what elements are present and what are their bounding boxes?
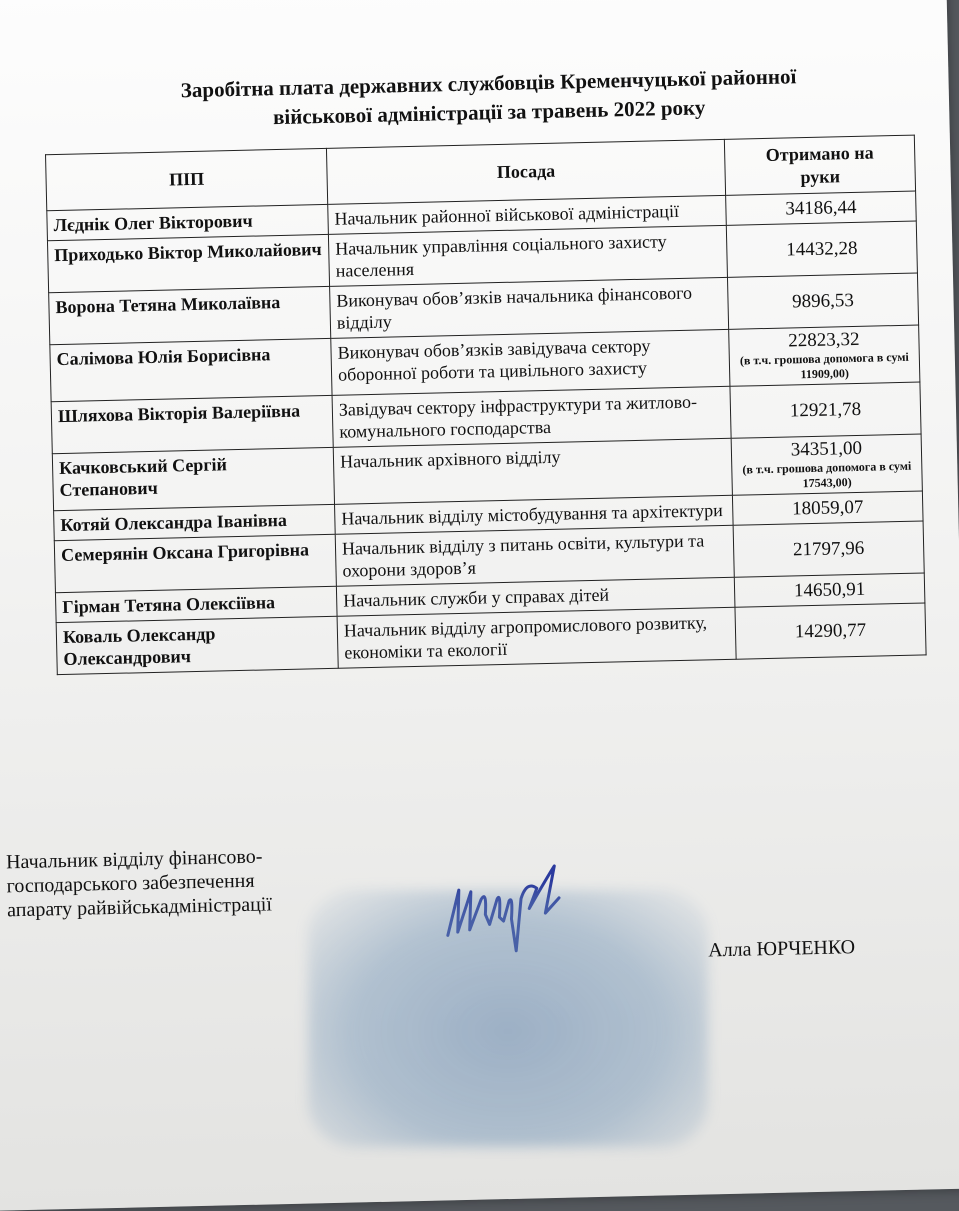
net-amount: 9896,53 xyxy=(791,289,855,312)
employee-position: Виконувач обов’язків начальника фінансового відділу xyxy=(330,277,729,338)
net-amount: 12921,78 xyxy=(789,398,862,421)
net-amount: 22823,32 xyxy=(788,328,860,352)
net-amount: 34186,44 xyxy=(785,196,857,220)
signatory-line-3: апарату райвійськадміністрації xyxy=(6,893,273,922)
amount-cell xyxy=(734,573,925,607)
net-amount: 18059,07 xyxy=(791,496,864,519)
net-amount: 21797,96 xyxy=(792,537,865,560)
employee-name: Гірман Тетяна Олексіївна xyxy=(55,586,337,622)
employee-position: Начальник управління соціального захисту населення xyxy=(328,225,727,286)
employee-name: Ворона Тетяна Миколаївна xyxy=(49,286,331,344)
amount-cell xyxy=(730,382,921,438)
employee-position: Начальник служби у справах дітей xyxy=(336,577,735,616)
net-amount: 34351,00 xyxy=(790,437,863,461)
employee-name: Котяй Олександра Іванівна xyxy=(54,504,336,540)
employee-position: Начальник відділу агропромислового розвитку, економіки та екології xyxy=(337,607,736,668)
employee-name: Семерянін Оксана Григорівна xyxy=(54,534,336,592)
header-name: ПІП xyxy=(46,148,328,210)
amount-cell xyxy=(733,521,924,577)
header-amount-line-2: руки xyxy=(800,165,841,187)
amount-cell xyxy=(729,325,920,386)
amount-note: (в т.ч. грошова допомога в сумі 11909,00) xyxy=(739,349,909,382)
amount-note: (в т.ч. грошова допомога в сумі 17543,00) xyxy=(742,458,912,491)
header-amount xyxy=(724,135,915,195)
amount-cell xyxy=(726,221,917,277)
employee-position: Начальник відділу містобудування та архітектури xyxy=(335,495,734,534)
employee-position: Начальник районної військової адміністрації xyxy=(328,195,727,234)
employee-name: Шляхова Вікторія Валеріївна xyxy=(51,395,333,453)
amount-cell xyxy=(727,273,918,329)
employee-position: Начальник відділу з питань освіти, культури та охорони здоров’я xyxy=(335,525,734,586)
phone-shadow xyxy=(308,890,708,1147)
net-amount: 14650,91 xyxy=(793,578,866,601)
signatory-line-2: господарського забезпечення xyxy=(6,869,255,898)
employee-name: Приходько Віктор Миколайович xyxy=(47,234,329,292)
employee-name: Салімова Юлія Борисівна xyxy=(50,338,332,401)
table-body xyxy=(47,191,926,675)
amount-cell xyxy=(726,191,917,225)
header-amount-line-1: Отримано на xyxy=(765,142,874,165)
amount-cell xyxy=(732,491,923,525)
employee-position: Начальник архівного відділу xyxy=(333,438,732,504)
employee-name: Коваль Олександр Олександрович xyxy=(56,616,338,674)
employee-position: Виконувач обов’язків завідувача сектору оборонної роботи та цивільного захисту xyxy=(331,329,730,395)
header-position: Посада xyxy=(326,139,725,204)
signatory-title xyxy=(6,843,328,922)
title-line-1: Заробітна плата державних службовців Кременчуцької районної xyxy=(180,64,797,103)
net-amount: 14290,77 xyxy=(794,619,867,642)
signer-name: Алла ЮРЧЕНКО xyxy=(707,936,856,962)
amount-cell xyxy=(731,434,922,495)
signatory-line-1: Начальник відділу фінансово- xyxy=(5,845,263,874)
employee-name: Лєднік Олег Вікторович xyxy=(47,204,329,240)
salary-table xyxy=(45,135,927,676)
employee-position: Завідувач сектору інфраструктури та житлово-комунального господарства xyxy=(332,386,731,447)
document-title xyxy=(88,60,889,136)
title-line-2: військової адміністрації за травень 2022 року xyxy=(272,95,706,130)
amount-cell xyxy=(735,603,926,659)
net-amount: 14432,28 xyxy=(785,237,858,261)
employee-name: Качковський Сергій Степанович xyxy=(52,447,334,510)
